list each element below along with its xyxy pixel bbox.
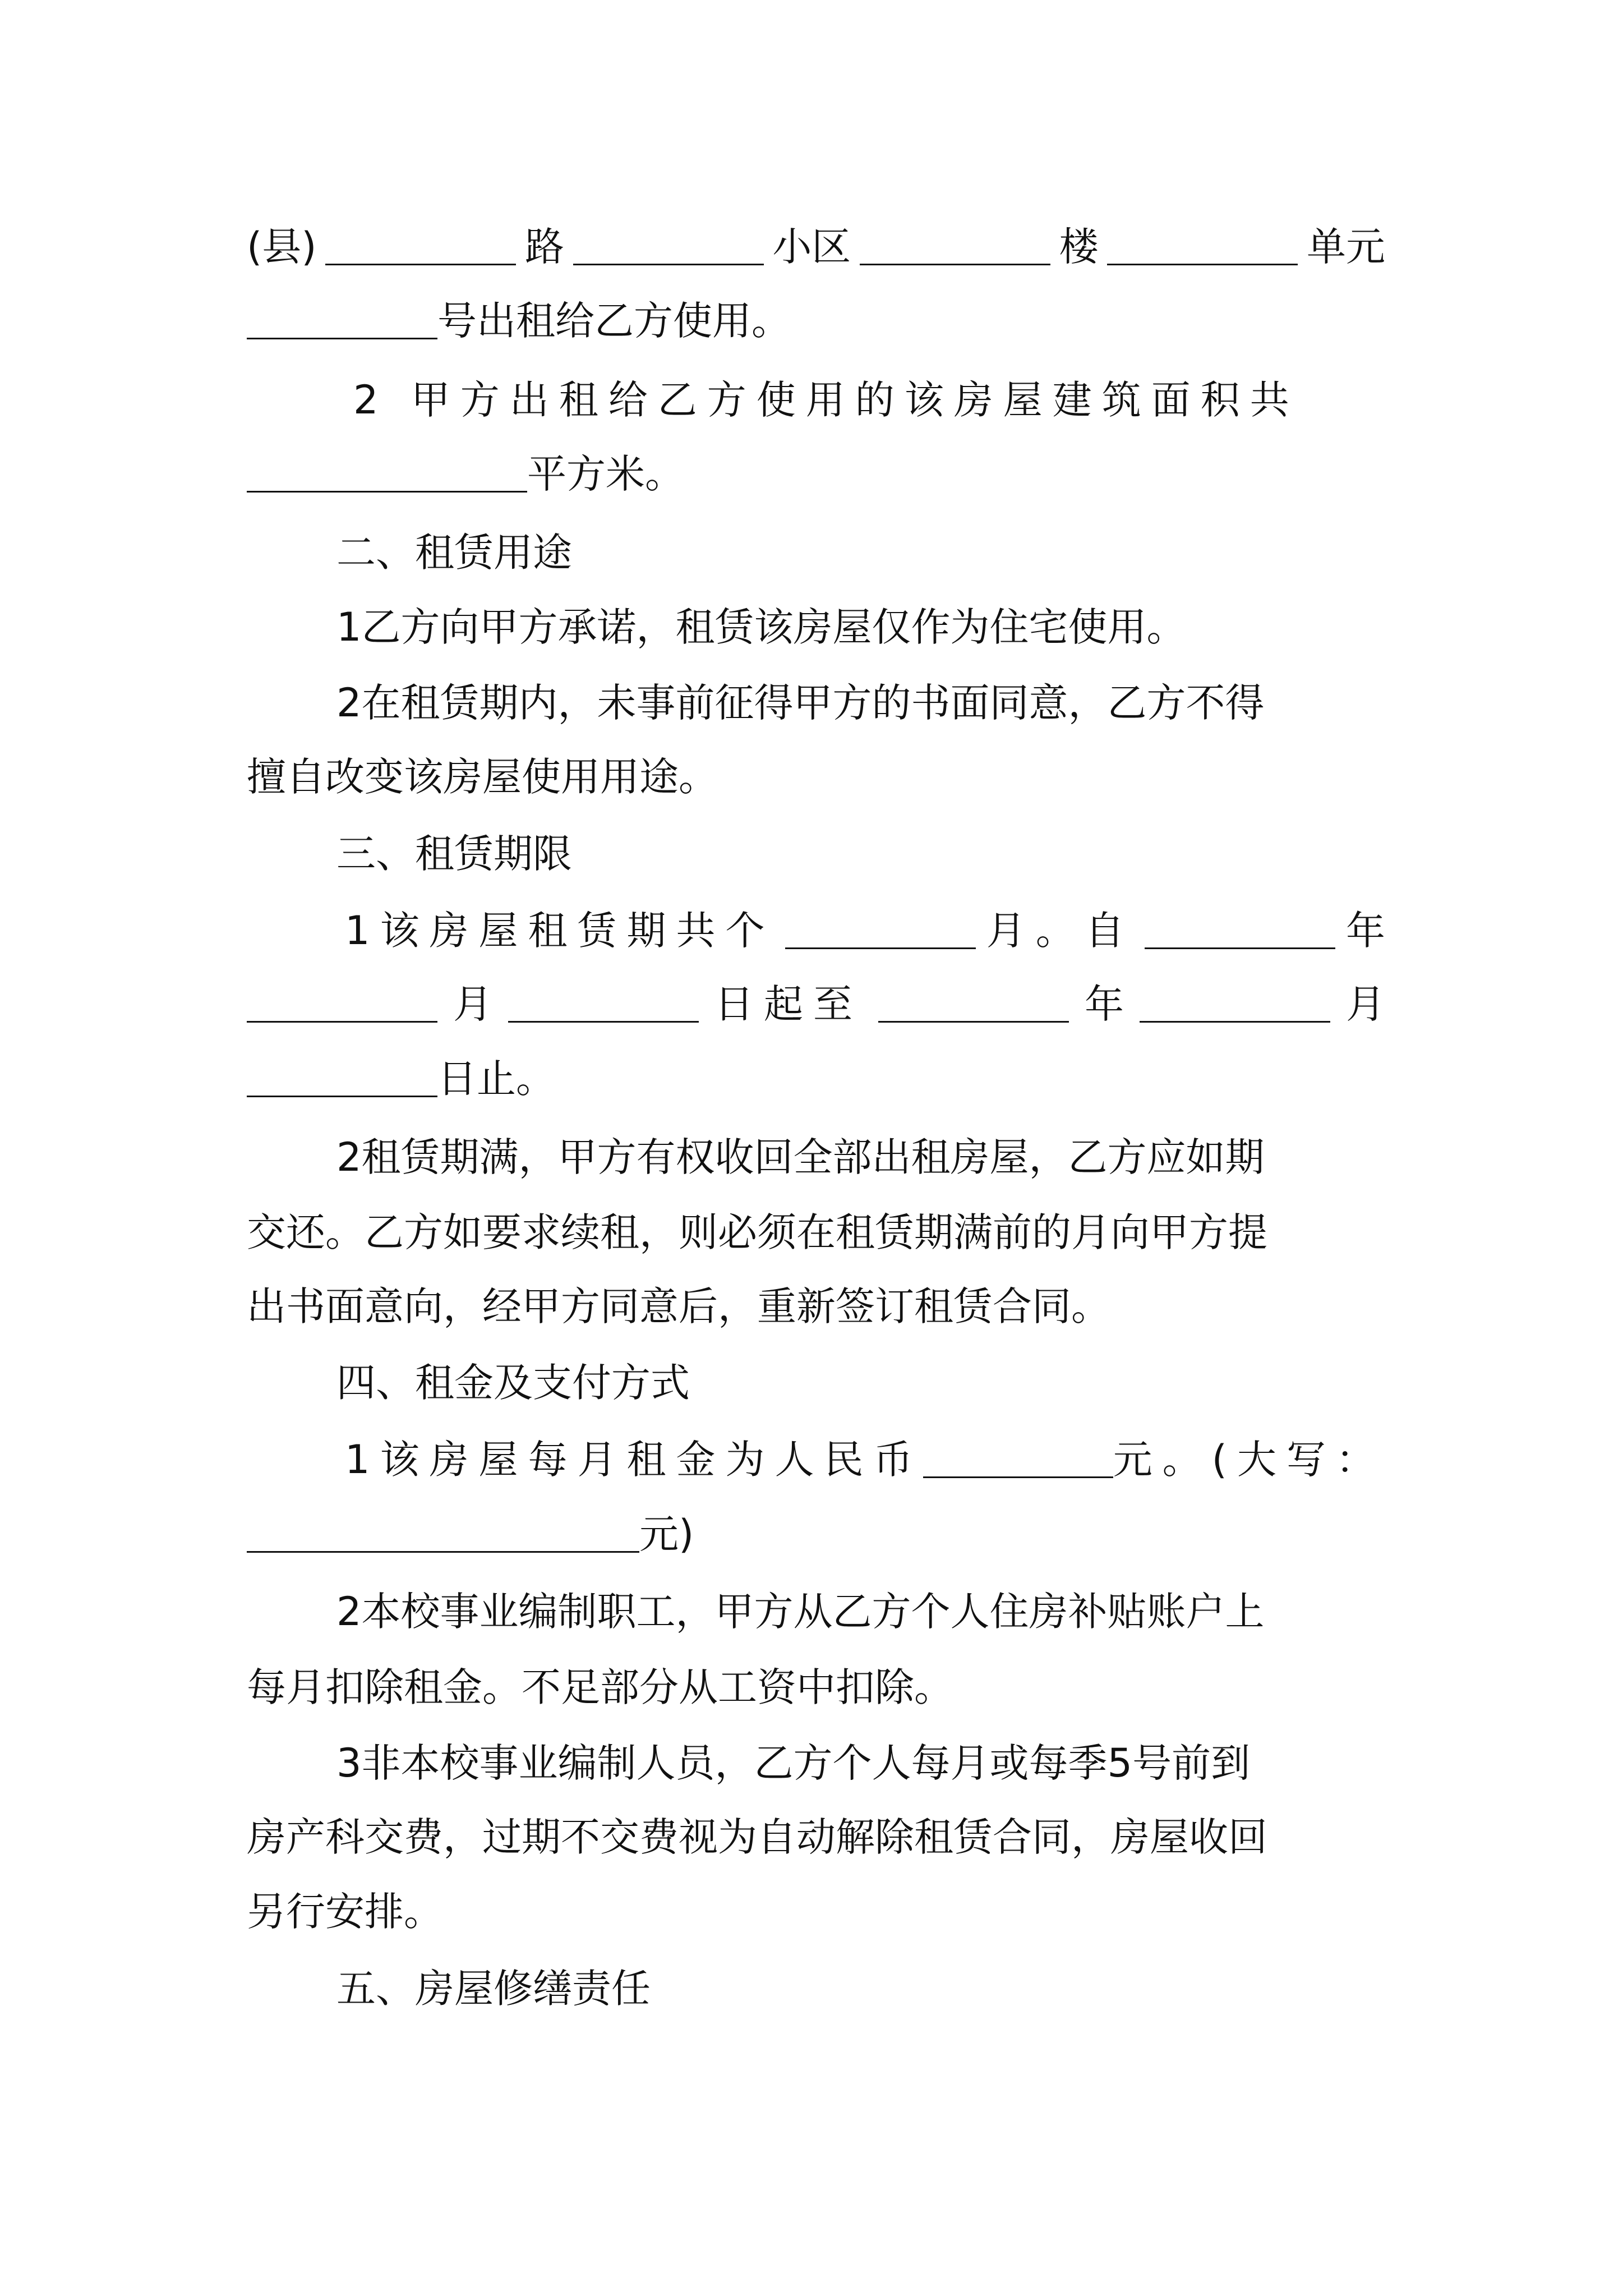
- end-year-blank: [878, 986, 1069, 1023]
- section-2-heading: [336, 522, 1475, 583]
- clause-text: 2租赁期满，甲方有权收回全部出租房屋，乙方应如期: [336, 1134, 1265, 1180]
- year-label: 年: [1345, 908, 1385, 954]
- unit-blank: [1107, 229, 1298, 265]
- section-heading: 二、租赁用途: [336, 530, 572, 576]
- area-clause-line2: [247, 443, 1385, 505]
- building-blank: [860, 229, 1050, 265]
- day-to-label: 日起至: [714, 981, 863, 1027]
- section-3-item-2-line2: [247, 1202, 1385, 1263]
- rent-text: 1该房屋每月租金为人民币: [345, 1437, 923, 1483]
- section-5-heading: [336, 1958, 1475, 2019]
- rent-amount-blank: [923, 1442, 1113, 1478]
- clause-text: 3非本校事业编制人员，乙方个人每月或每季5号前到: [336, 1740, 1251, 1786]
- section-4-item-3-line1: [336, 1732, 1475, 1794]
- end-month-blank: [1140, 986, 1330, 1023]
- clause-text: 擅自改变该房屋使用用途。: [247, 754, 718, 800]
- start-month-blank: [247, 986, 437, 1023]
- section-4-item-2-line2: [247, 1657, 1385, 1718]
- clause-text: 1乙方向甲方承诺，租赁该房屋仅作为住宅使用。: [336, 604, 1186, 650]
- clause-text: 2本校事业编制职工，甲方从乙方个人住房补贴账户上: [336, 1589, 1265, 1635]
- end-day-blank: [247, 1061, 437, 1097]
- rent-unit-text: 元): [639, 1511, 694, 1557]
- clause-text: 每月扣除租金。不足部分从工资中扣除。: [247, 1664, 953, 1710]
- section-3-item-2-line1: [336, 1126, 1475, 1188]
- community-label: 小区: [772, 224, 851, 270]
- room-number-line: [247, 290, 1385, 352]
- year-label: 年: [1085, 981, 1124, 1027]
- section-4-item-3-line2: [247, 1806, 1385, 1868]
- room-number-text: 号出租给乙方使用。: [437, 298, 791, 344]
- month-label: 月: [453, 981, 492, 1027]
- months-blank: [785, 913, 976, 949]
- section-4-item-2-line1: [336, 1581, 1475, 1642]
- area-clause-text: 2 甲方出租给乙方使用的该房屋建筑面积共: [353, 377, 1299, 423]
- clause-text: 交还。乙方如要求续租，则必须在租赁期满前的月向甲方提: [247, 1209, 1267, 1255]
- lease-term-line3: [247, 1048, 1385, 1110]
- start-day-blank: [508, 986, 699, 1023]
- road-label: 路: [524, 224, 564, 270]
- area-blank: [247, 456, 527, 493]
- road-blank: [325, 229, 516, 265]
- lease-term-line2: [247, 973, 1385, 1035]
- section-4-item-3-line3: [247, 1881, 1385, 1943]
- section-2-item-1: [336, 596, 1475, 658]
- section-3-heading: [336, 823, 1475, 885]
- section-2-item-2-line1: [336, 672, 1475, 734]
- unit-label: 单元: [1307, 224, 1385, 270]
- building-label: 楼: [1059, 224, 1099, 270]
- section-3-item-2-line3: [247, 1276, 1385, 1337]
- county-label: (县): [247, 224, 317, 270]
- clause-text: 另行安排。: [247, 1889, 443, 1935]
- area-clause-line1: [353, 369, 1385, 431]
- day-end-text: 日止。: [437, 1056, 555, 1102]
- section-heading: 四、租金及支付方式: [336, 1360, 690, 1406]
- clause-text: 房产科交费，过期不交费视为自动解除租赁合同，房屋收回: [247, 1814, 1267, 1860]
- start-year-blank: [1145, 913, 1335, 949]
- section-heading: 三、租赁期限: [336, 831, 572, 877]
- address-line: [247, 216, 1385, 278]
- section-heading: 五、房屋修缮责任: [336, 1966, 651, 2012]
- area-unit-text: 平方米。: [527, 451, 684, 497]
- rent-capital-label: 元。(大写：: [1113, 1437, 1385, 1483]
- section-2-item-2-line2: [247, 746, 1385, 808]
- rent-capital-blank: [247, 1516, 639, 1553]
- month-from-label: 月。自: [986, 908, 1135, 954]
- room-number-blank: [247, 303, 437, 339]
- community-blank: [573, 229, 764, 265]
- clause-text: 出书面意向，经甲方同意后，重新签订租赁合同。: [247, 1283, 1110, 1329]
- lease-term-line1: [345, 900, 1385, 961]
- clause-text: 2在租赁期内，未事前征得甲方的书面同意，乙方不得: [336, 680, 1265, 726]
- rent-line1: [345, 1429, 1385, 1490]
- rent-line2: [247, 1503, 1385, 1565]
- month-label: 月: [1346, 981, 1385, 1027]
- section-4-heading: [336, 1352, 1475, 1414]
- lease-term-text: 1该房屋租赁期共个: [345, 908, 775, 954]
